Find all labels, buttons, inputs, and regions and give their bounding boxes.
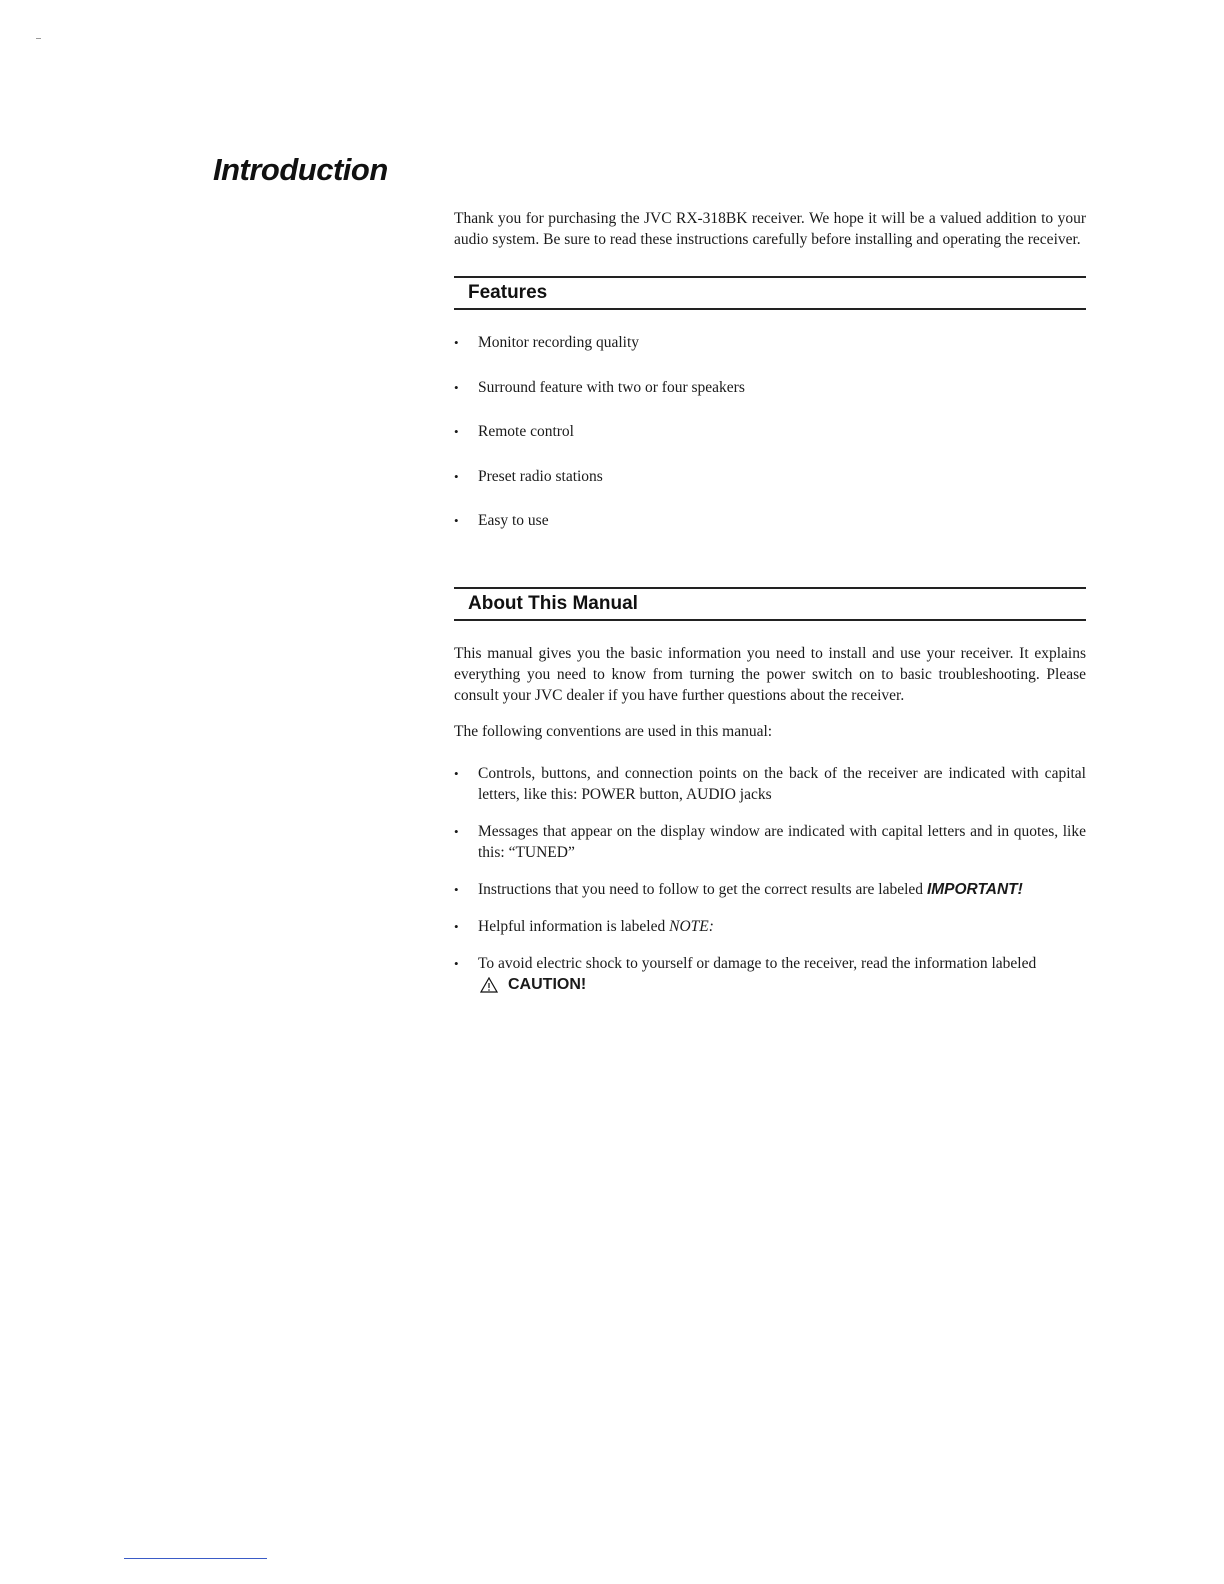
list-item bbox=[454, 763, 1086, 805]
warning-triangle-icon bbox=[480, 977, 498, 993]
convention-text: Controls, buttons, and connection points on the back of the receiver are indicated with capital letters, like this: POWER button, AUDIO jacks bbox=[478, 765, 1086, 803]
manual-paragraph: This manual gives you the basic information you need to install and use your receiver. It explains everything you need to know from turning the power switch on to basic troubleshooting. Please consult your JVC dealer if you have further questions about the receiver. bbox=[454, 645, 1086, 704]
convention-text: Messages that appear on the display window are indicated with capital letters and in quotes, like this: “TUNED” bbox=[478, 823, 1086, 861]
feature-text: Easy to use bbox=[478, 512, 549, 529]
feature-text: Remote control bbox=[478, 423, 574, 440]
list-item bbox=[454, 916, 1086, 937]
list-item bbox=[454, 821, 1086, 863]
feature-text: Surround feature with two or four speakers bbox=[478, 378, 745, 396]
convention-text: Helpful information is labeled bbox=[478, 918, 670, 935]
list-item bbox=[454, 953, 1086, 999]
list-item bbox=[454, 377, 1086, 398]
bullet-icon: • bbox=[454, 824, 459, 839]
convention-text: To avoid electric shock to yourself or damage to the receiver, read the information labeled bbox=[478, 955, 1037, 972]
list-item bbox=[454, 332, 1086, 353]
list-item bbox=[454, 879, 1086, 900]
features-heading: Features bbox=[454, 276, 1086, 310]
list-item bbox=[454, 421, 1086, 442]
bullet-icon: • bbox=[454, 379, 459, 395]
footer-rule bbox=[124, 1558, 267, 1559]
bullet-icon: • bbox=[454, 335, 459, 350]
bullet-icon: • bbox=[454, 424, 459, 439]
caution-line bbox=[480, 974, 586, 995]
note-label: NOTE: bbox=[669, 918, 714, 935]
about-manual-heading: About This Manual bbox=[454, 587, 1086, 621]
bullet-icon: • bbox=[454, 919, 459, 934]
bullet-icon: • bbox=[454, 766, 459, 781]
important-label: IMPORTANT! bbox=[926, 881, 1023, 898]
bullet-icon: • bbox=[454, 956, 459, 971]
features-list bbox=[454, 332, 1086, 531]
bullet-icon: • bbox=[454, 882, 459, 897]
scan-speck bbox=[36, 38, 41, 39]
convention-text: Instructions that you need to follow to get the correct results are labeled bbox=[478, 881, 927, 898]
feature-text: Preset radio stations bbox=[478, 467, 603, 485]
conventions-list bbox=[454, 763, 1086, 999]
list-item bbox=[454, 510, 1086, 531]
feature-text: Monitor recording quality bbox=[478, 334, 639, 351]
list-item bbox=[454, 466, 1086, 487]
bullet-icon: • bbox=[454, 468, 459, 484]
caution-label: CAUTION! bbox=[508, 976, 587, 993]
main-content bbox=[454, 208, 1086, 1015]
page-title: Introduction bbox=[213, 152, 388, 187]
intro-paragraph: Thank you for purchasing the JVC RX-318BK receiver. We hope it will be a valued addition to your audio system. Be sure to read these instructions carefully before installing and operating the receiver. bbox=[454, 210, 1086, 248]
conventions-intro: The following conventions are used in this manual: bbox=[454, 723, 773, 740]
bullet-icon: • bbox=[454, 513, 459, 528]
